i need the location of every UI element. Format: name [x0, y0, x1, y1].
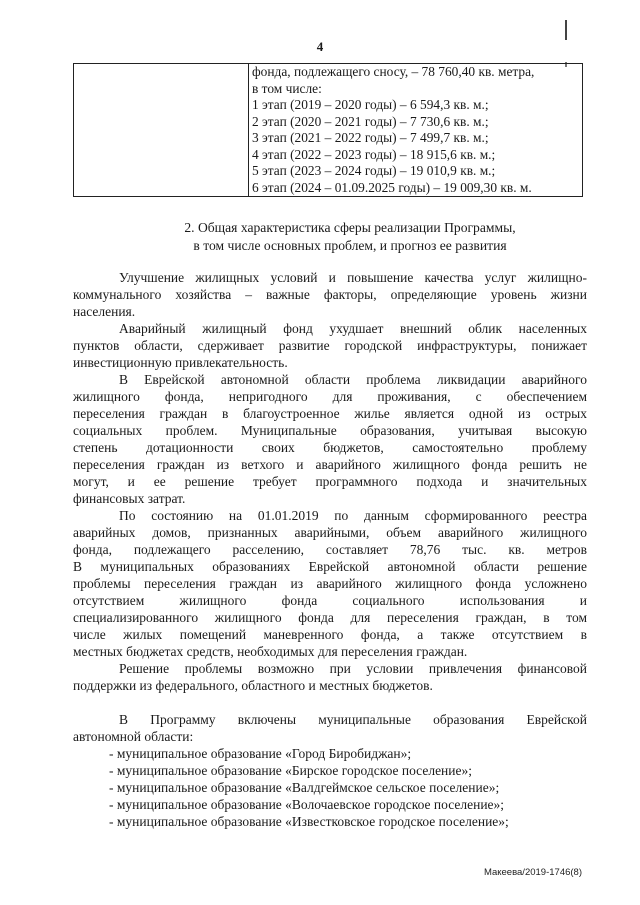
text-line: числе жилых помещений маневренного фонда, а также отсутствием в [73, 627, 587, 642]
table-cell-values [249, 64, 583, 197]
paragraph-gap [73, 694, 587, 711]
text-line: Решение проблемы возможно при условии привлечения финансовой [119, 661, 587, 676]
text-line: переселения граждан из ветхого и аварийного жилищного фонда решить не [73, 457, 587, 472]
section-body [73, 269, 587, 830]
text-line: поддержки из федерального, областного и местных бюджетов. [73, 678, 433, 693]
table-line: 1 этап (2019 – 2020 годы) – 6 594,3 кв. м.; [252, 97, 489, 112]
table-line: 6 этап (2024 – 01.09.2025 годы) – 19 009,30 кв. м. [252, 179, 532, 195]
text-line: могут, и ее решение требует программного подхода и значительных [73, 474, 587, 489]
text-line: отсутствием жилищного фонда социального использования и [73, 593, 587, 608]
text-line: специализированного жилищного фонда для переселения граждан, в том [73, 610, 587, 625]
text-line: коммунального хозяйства – важные факторы, определяющие уровень жизни [73, 287, 587, 302]
text-line: В муниципальных образованиях Еврейской автономной области решение [73, 559, 587, 574]
text-line: проблемы переселения граждан из аварийного жилищного фонда усложнено [73, 576, 587, 591]
municipality-list [73, 745, 587, 830]
text-line: Аварийный жилищный фонд ухудшает внешний облик населенных [119, 321, 587, 336]
text-line: жилищного фонда, непригодного для проживания, с обеспечением [73, 389, 587, 404]
program-intro [73, 711, 587, 745]
margin-mark [565, 20, 567, 40]
text-line: В Программу включены муниципальные образования Еврейской [119, 712, 587, 727]
section-heading-line: в том числе основных проблем, и прогноз ее развития [193, 238, 507, 253]
text-line: пунктов области, сдерживает развитие городской инфраструктуры, понижает [73, 338, 587, 353]
table-line: 2 этап (2020 – 2021 годы) – 7 730,6 кв. м.; [252, 113, 489, 129]
text-line: фонда, подлежащего расселению, составляет 78,76 тыс. кв. метров [73, 542, 587, 557]
paragraph [73, 269, 587, 320]
text-line: степень дотационности своих бюджетов, самостоятельно проблему [73, 440, 587, 455]
text-line: По состоянию на 01.01.2019 по данным сформированного реестра [119, 508, 587, 523]
footer-document-code: Макеева/2019-1746(8) [483, 867, 582, 878]
text-line: инвестиционную привлекательность. [73, 355, 288, 370]
text-line: населения. [73, 304, 136, 319]
text-line: финансовых затрат. [73, 491, 186, 506]
text-line: автономной области: [73, 729, 194, 744]
table-line: 3 этап (2021 – 2022 годы) – 7 499,7 кв. м.; [252, 130, 489, 145]
table-line: в том числе: [252, 80, 322, 96]
indicators-table [73, 63, 583, 197]
list-item: - муниципальное образование «Известковское городское поселение»; [109, 814, 509, 829]
text-line: аварийных домов, признанных аварийными, объем аварийного жилищного [73, 525, 587, 540]
section-heading [60, 219, 640, 255]
text-line: В Еврейской автономной области проблема ликвидации аварийного [119, 372, 587, 387]
page-number: 4 [316, 39, 324, 54]
table-line: фонда, подлежащего сносу, – 78 760,40 кв. метра, [252, 64, 535, 79]
paragraph [73, 507, 587, 660]
list-item: - муниципальное образование «Волочаевское городское поселение»; [109, 797, 505, 812]
text-line: Улучшение жилищных условий и повышение качества услуг жилищно- [119, 270, 587, 285]
list-item: - муниципальное образование «Бирское городское поселение»; [109, 763, 472, 778]
list-item: - муниципальное образование «Город Биробиджан»; [109, 746, 412, 761]
section-heading-line: 2. Общая характеристика сферы реализации Программы, [184, 220, 516, 235]
table-line: 4 этап (2022 – 2023 годы) – 18 915,6 кв. м.; [252, 146, 496, 162]
paragraph [73, 320, 587, 371]
table-row [74, 64, 583, 197]
paragraph [73, 660, 587, 694]
text-line: социальных проблем. Муниципальные образования, учитывая высокую [73, 423, 587, 438]
paragraph [73, 371, 587, 507]
text-line: местных бюджетах средств, необходимых для переселения граждан. [73, 644, 468, 659]
text-line: переселения граждан в благоустроенное жилье является одной из острых [73, 406, 587, 421]
list-item: - муниципальное образование «Валдгеймское сельское поселение»; [109, 780, 500, 795]
table-cell-empty [74, 64, 249, 197]
table-line: 5 этап (2023 – 2024 годы) – 19 010,9 кв. м.; [252, 163, 496, 178]
